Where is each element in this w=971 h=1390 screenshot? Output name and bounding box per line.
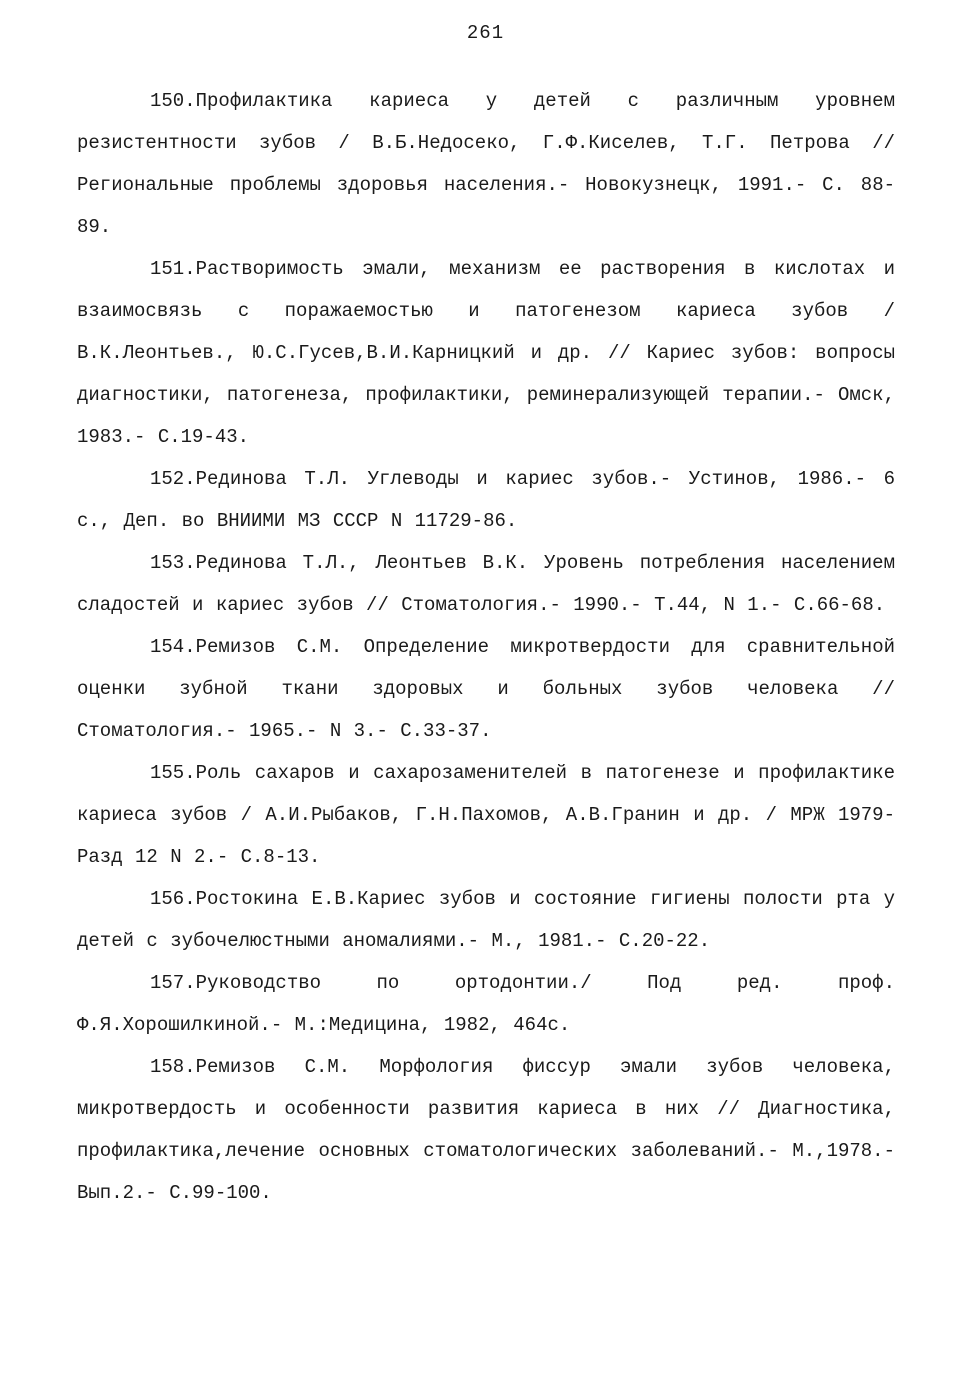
- reference-list: [77, 80, 895, 1214]
- reference-item-150: 150.Профилактика кариеса у детей с различным уровнем резистентности зубов / В.Б.Недосеко, Г.Ф.Киселев, Т.Г. Петрова // Региональные проблемы здоровья населения.- Новокузнецк, 1991.- С. 88-89.: [77, 90, 895, 238]
- reference-item-157: 157.Руководство по ортодонтии./ Под ред. проф. Ф.Я.Хорошилкиной.- М.:Медицина, 1982, 464с.: [77, 972, 895, 1036]
- reference-item-152: 152.Рединова Т.Л. Углеводы и кариес зубов.- Устинов, 1986.- 6 с., Деп. во ВНИИМИ МЗ СССР N 11729-86.: [77, 468, 895, 532]
- page-number: 261: [466, 22, 505, 44]
- reference-item-153: 153.Рединова Т.Л., Леонтьев В.К. Уровень потребления населением сладостей и кариес зубов // Стоматология.- 1990.- Т.44, N 1.- С.66-68.: [77, 552, 895, 616]
- reference-item-151: 151.Растворимость эмали, механизм ее растворения в кислотах и взаимосвязь с поражаемостью и патогенезом кариеса зубов / В.К.Леонтьев., Ю.С.Гусев,В.И.Карницкий и др. // Кариес зубов: вопросы диагностики, патогенеза, профилактики, реминерализующей терапии.- Омск, 1983.- С.19-43.: [77, 258, 895, 448]
- reference-item-158: 158.Ремизов С.М. Морфология фиссур эмали зубов человека, микротвердость и особенности развития кариеса в них // Диагностика, профилактика,лечение основных стоматологических заболеваний.- М.,1978.- Вып.2.- С.99-100.: [77, 1056, 895, 1204]
- reference-item-155: 155.Роль сахаров и сахарозаменителей в патогенезе и профилактике кариеса зубов / А.И.Рыбаков, Г.Н.Пахомов, А.В.Гранин и др. / МРЖ 1979- Разд 12 N 2.- С.8-13.: [77, 762, 895, 868]
- reference-item-154: 154.Ремизов С.М. Определение микротвердости для сравнительной оценки зубной ткани здоровых и больных зубов человека // Стоматология.- 1965.- N 3.- С.33-37.: [77, 636, 895, 742]
- reference-item-156: 156.Ростокина Е.В.Кариес зубов и состояние гигиены полости рта у детей с зубочелюстными аномалиями.- М., 1981.- С.20-22.: [77, 888, 895, 952]
